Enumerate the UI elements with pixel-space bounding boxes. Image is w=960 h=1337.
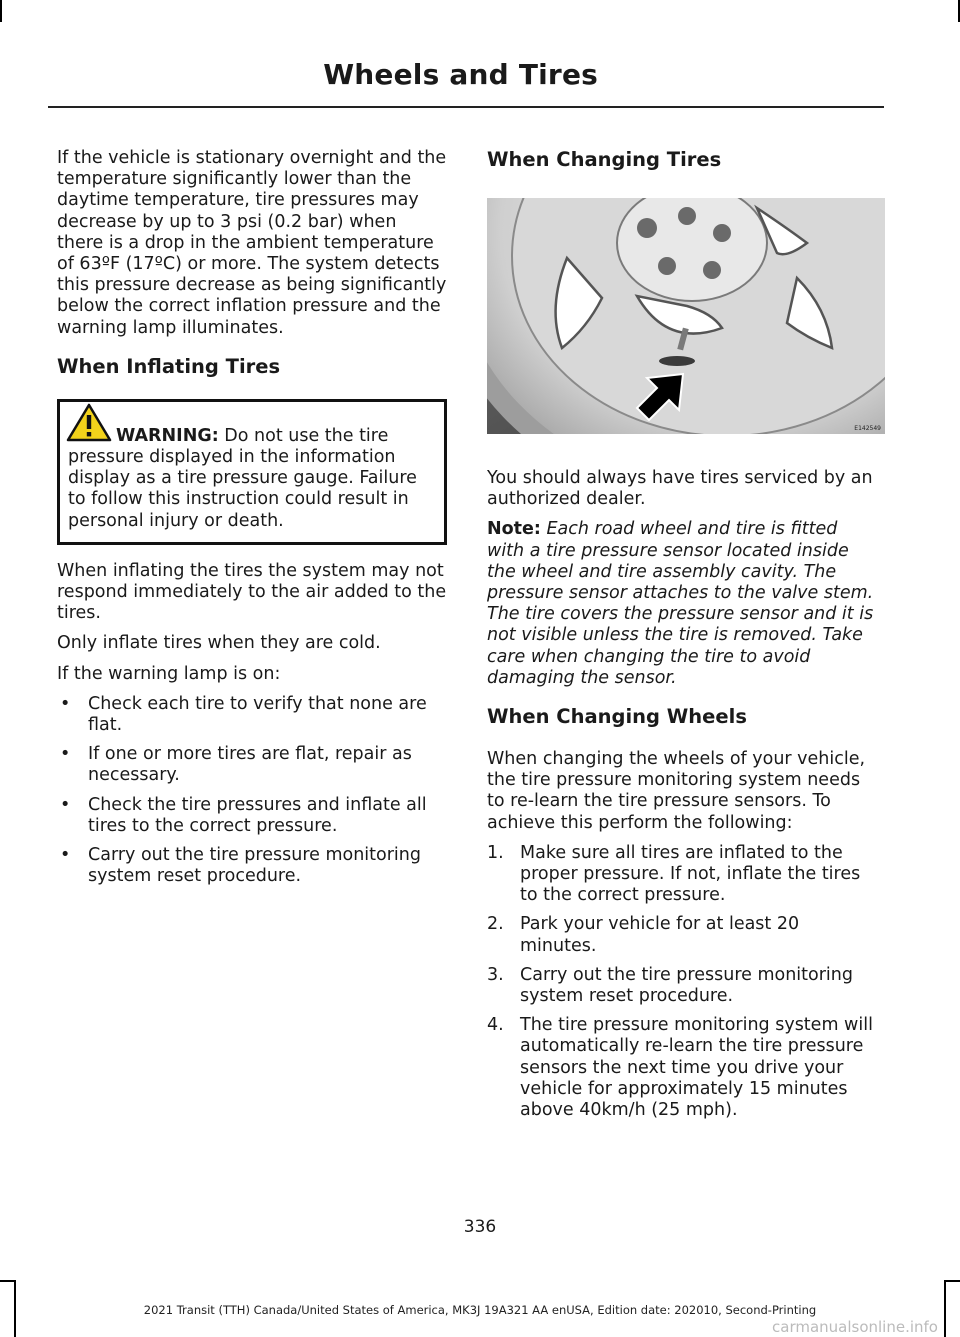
bullet-dot: • bbox=[60, 693, 71, 714]
warning-label: WARNING: bbox=[116, 425, 219, 446]
list-item: • If one or more tires are flat, repair as necessary. bbox=[60, 744, 412, 786]
step-number: 1. bbox=[487, 842, 504, 863]
warning-body: Do not use the tire pressure displayed in the information display as a tire pressure gauge. Failure to follow this instruction could result in personal injury or death. bbox=[68, 425, 417, 531]
step-number: 3. bbox=[487, 964, 504, 985]
note-paragraph bbox=[487, 519, 877, 689]
bullet-dot: • bbox=[60, 744, 71, 765]
step-number: 4. bbox=[487, 1015, 504, 1036]
wheel-figure bbox=[487, 198, 885, 434]
list-item: • Check the tire pressures and inflate all tires to the correct pressure. bbox=[60, 794, 427, 836]
respond-paragraph: When inflating the tires the system may not respond immediately to the air added to the tires. bbox=[57, 560, 447, 624]
footer-text: 2021 Transit (TTH) Canada/United States of America, MK3J 19A321 AA enUSA, Edition date: 202010, Second-Printing bbox=[143, 1303, 817, 1317]
bullet-dot: • bbox=[60, 845, 71, 866]
intro-paragraph: If the vehicle is stationary overnight and the temperature significantly lower than the daytime temperature, tire pressures may decrease by up to 3 psi (0.2 bar) when there is a drop in the ambient temperature of 63ºF (17ºC) or more. The system detects this pressure decrease as being significantly below the correct inflation pressure and the warning lamp illuminates. bbox=[57, 148, 447, 338]
warning-triangle-icon bbox=[66, 402, 112, 442]
heading-changing-wheels: When Changing Wheels bbox=[487, 705, 747, 729]
header-rule bbox=[48, 106, 884, 108]
crop-mark-top-left bbox=[0, 0, 2, 22]
crop-mark-bottom-right bbox=[944, 1280, 960, 1282]
wheel-illustration-icon bbox=[487, 198, 885, 434]
cold-paragraph: Only inflate tires when they are cold. bbox=[57, 633, 381, 654]
note-body: Each road wheel and tire is fitted with a tire pressure sensor located inside the wheel and tire assembly cavity. The pressure sensor attaches to the valve stem. The tire covers the pressure sensor and it is not visible unless the tire is removed. Take care when changing the tire to avoid damaging the sensor. bbox=[487, 519, 874, 688]
heading-inflating-tires: When Inflating Tires bbox=[57, 354, 281, 378]
list-item: • Check each tire to verify that none are flat. bbox=[60, 693, 427, 736]
heading-changing-tires: When Changing Tires bbox=[487, 148, 722, 171]
warning-box bbox=[57, 399, 447, 545]
page-number: 336 bbox=[463, 1217, 497, 1237]
list-item: 3. Carry out the tire pressure monitoring system reset procedure. bbox=[487, 964, 853, 1007]
dealer-paragraph: You should always have tires serviced by an authorized dealer. bbox=[487, 468, 873, 510]
note-label: Note: bbox=[487, 519, 541, 540]
warning-text bbox=[68, 426, 430, 532]
lamp-paragraph: If the warning lamp is on: bbox=[57, 663, 281, 684]
left-column bbox=[57, 148, 447, 895]
list-item: 1. Make sure all tires are inflated to the proper pressure. If not, inflate the tires to the correct pressure. bbox=[487, 842, 861, 906]
step-number: 2. bbox=[487, 914, 504, 935]
steps-list bbox=[487, 843, 877, 1121]
bullet-dot: • bbox=[60, 794, 71, 815]
watermark: carmanualsonline.info bbox=[772, 1318, 938, 1336]
bullet-list bbox=[57, 694, 447, 888]
list-item: 2. Park your vehicle for at least 20 minutes. bbox=[487, 914, 800, 956]
page-title: Wheels and Tires bbox=[323, 58, 598, 91]
wheels-paragraph: When changing the wheels of your vehicle, the tire pressure monitoring system needs to re-learn the tire pressure sensors. To achieve this perform the following: bbox=[487, 749, 866, 833]
list-item: 4. The tire pressure monitoring system will automatically re-learn the tire pressure sensors the next time you drive your vehicle for approximately 15 minutes above 40km/h (25 mph). bbox=[487, 1015, 873, 1121]
list-item: • Carry out the tire pressure monitoring system reset procedure. bbox=[60, 845, 421, 887]
right-column bbox=[487, 148, 881, 1129]
figure-code: E142549 bbox=[854, 425, 881, 432]
